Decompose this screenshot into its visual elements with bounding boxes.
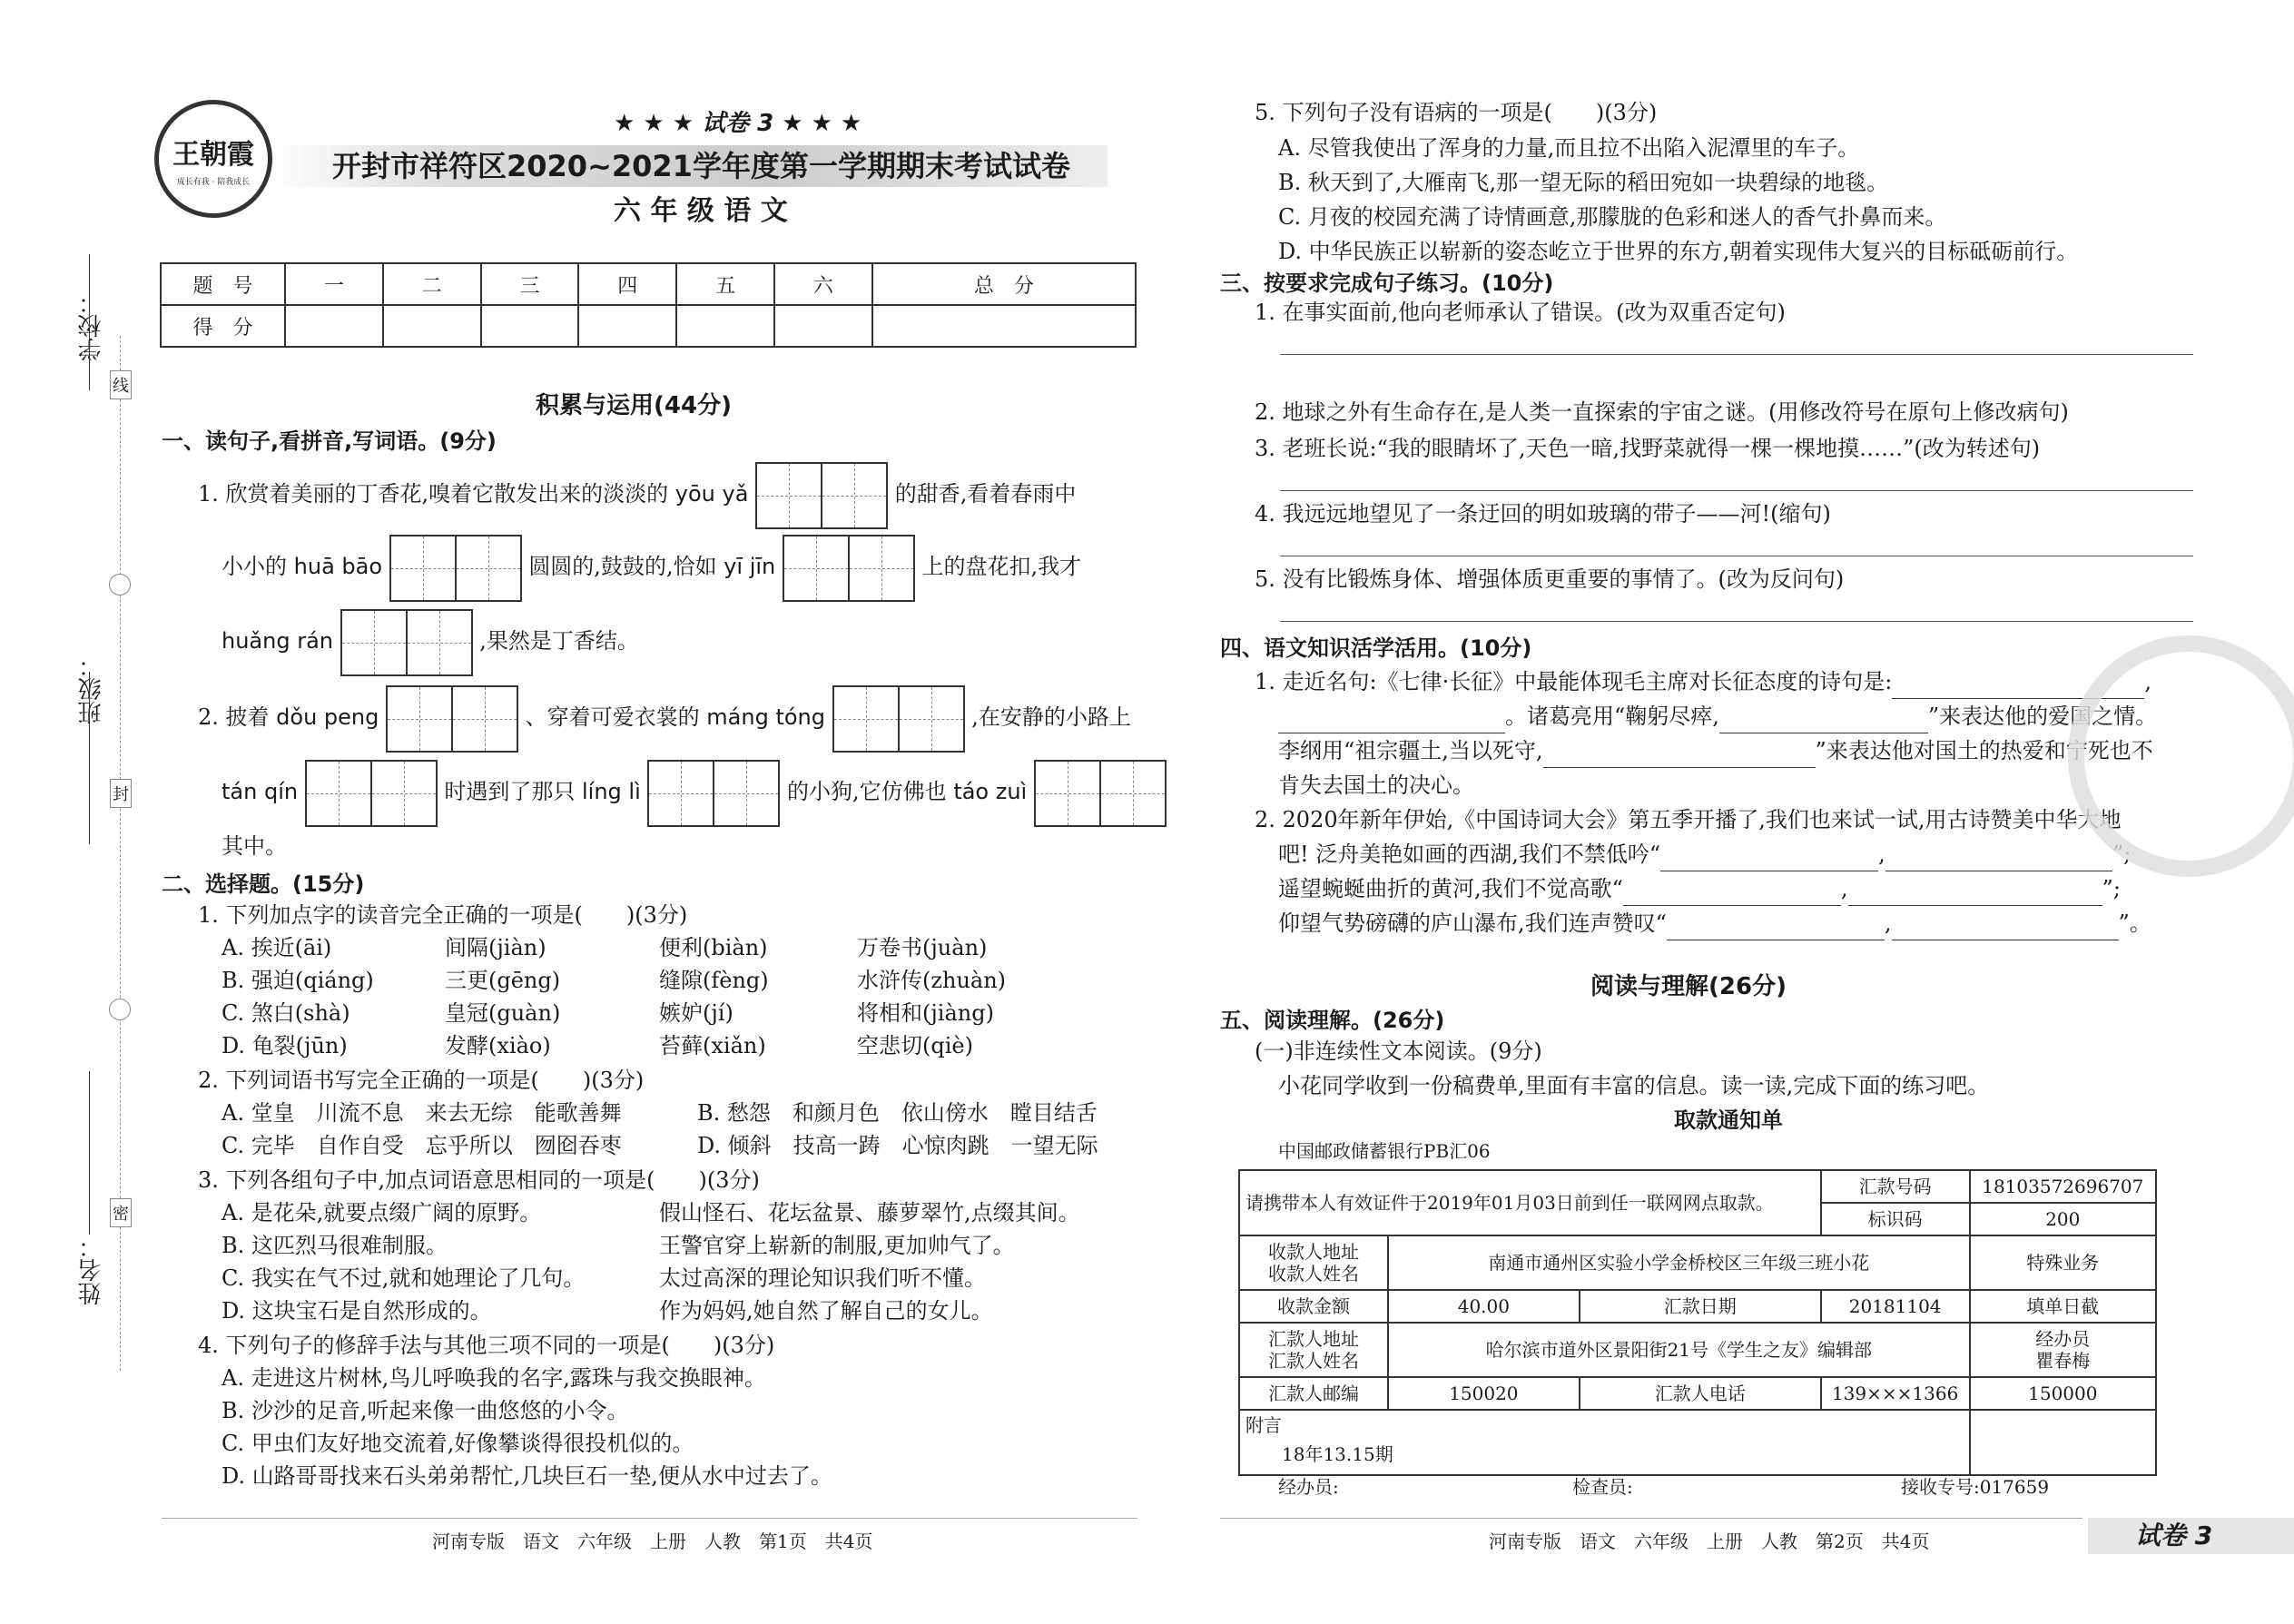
option-row[interactable] — [222, 964, 1006, 997]
s5-intro: 小花同学收到一份稿费单,里面有丰富的信息。读一读,完成下面的练习吧。 — [1278, 1073, 1990, 1098]
char-grid[interactable] — [386, 685, 518, 753]
char-grid[interactable] — [340, 609, 473, 676]
score-cell: 四 — [578, 263, 676, 305]
page-tab-label: 试卷 3 — [2135, 1521, 2213, 1550]
s4-text: 吧! 泛舟美艳如画的西湖,我们不禁低吟“ — [1278, 842, 1661, 867]
option-row[interactable] — [222, 1262, 1080, 1294]
score-cell: 题 号 — [161, 263, 285, 305]
score-cell: 一 — [285, 263, 383, 305]
option-row[interactable]: B. 沙沙的足音,听起来像一曲悠悠的小令。 — [222, 1398, 629, 1423]
exam-badge: ★ ★ ★ 试卷 3 ★ ★ ★ — [614, 110, 862, 137]
receipt-notice: 请携带本人有效证件于2019年01月03日前到任一联网网点取款。 — [1239, 1170, 1821, 1235]
s4-text: ”来表达他对国土的热爱和宁死也不 — [1815, 738, 2153, 763]
option-cell: D. 倾斜 技高一踌 心惊肉跳 一望无际 — [697, 1133, 1098, 1158]
receipt-cell: 20181104 — [1821, 1290, 1970, 1323]
option-cell: 太过高深的理论知识我们听不懂。 — [659, 1265, 986, 1291]
class-line — [89, 672, 90, 844]
choice4-question: 4. 下列句子的修辞手法与其他三项不同的一项是( )(3分) — [198, 1333, 775, 1358]
option-row[interactable] — [222, 997, 1006, 1029]
s4-text: 仰望气势磅礴的庐山瀑布,我们连声赞叹“ — [1278, 910, 1667, 936]
option-cell: 将相和(jiàng) — [857, 1000, 994, 1026]
char-grid[interactable] — [1034, 760, 1167, 827]
s3-q3: 3. 老班长说:“我的眼睛坏了,天色一暗,找野菜就得一棵一棵地摸……”(改为转述句) — [1255, 436, 2041, 461]
receipt-cell: 收款人地址 收款人姓名 — [1239, 1235, 1388, 1290]
s3-q2: 2. 地球之外有生命存在,是人类一直探索的宇宙之谜。(用修改符号在原句上修改病句) — [1255, 399, 2069, 425]
pinyin-yijin: yī jīn — [724, 554, 776, 579]
s4-text: 李纲用“祖宗疆土,当以死守, — [1278, 738, 1543, 763]
option-row[interactable]: D. 山路哥哥找来石头弟弟帮忙,几块巨石一垫,便从水中过去了。 — [222, 1463, 832, 1489]
receipt-cell: 哈尔滨市道外区景阳街21号《学生之友》编辑部 — [1388, 1323, 1970, 1377]
option-cell: C. 完毕 自作自受 忘乎所以 囫囵吞枣 — [222, 1133, 622, 1158]
answer-line[interactable] — [1280, 354, 2193, 355]
note-label: 附言 — [1245, 1414, 1282, 1436]
section1-title: 一、读句子,看拼音,写词语。(9分) — [162, 428, 497, 454]
option-cell: A. 是花朵,就要点缀广阔的原野。 — [222, 1200, 542, 1225]
option-cell: 发酵(xiào) — [445, 1033, 551, 1058]
part1-title: 积累与运用(44分) — [536, 392, 732, 419]
char-grid[interactable] — [305, 760, 438, 827]
seal-mark-3: 密 — [110, 1198, 132, 1227]
pinyin-huangran: huǎng rán — [222, 628, 333, 654]
q1-text-f: ,果然是丁香结。 — [479, 628, 639, 654]
option-cell: 假山怪石、花坛盆景、藤萝翠竹,点缀其间。 — [659, 1200, 1080, 1225]
school-line — [89, 254, 90, 390]
receipt-cell: 汇款日期 — [1580, 1290, 1821, 1323]
option-row[interactable]: A. 走进这片树林,鸟儿呼唤我的名字,露珠与我交换眼神。 — [222, 1365, 766, 1391]
watermark-seal — [2068, 635, 2294, 877]
choice2-options — [222, 1097, 1098, 1162]
score-table — [160, 262, 1137, 348]
receipt-cell: 填单日截 — [1970, 1290, 2156, 1323]
q1-text-d: 圆圆的,鼓鼓的,恰如 — [528, 554, 717, 579]
choice5-question: 5. 下列句子没有语病的一项是( )(3分) — [1255, 100, 1658, 125]
s3-q4: 4. 我远远地望见了一条迂回的明如玻璃的带子——河!(缩句) — [1255, 501, 1831, 527]
s4-text: 1. 走近名句:《七律·长征》中最能体现毛主席对长征态度的诗句是: — [1255, 669, 1893, 694]
receipt-cell: 汇款人邮编 — [1239, 1377, 1388, 1410]
name-label: 姓名： — [78, 1235, 105, 1305]
q1-text-a: 1. 欣赏着美丽的丁香花,嗅着它散发出来的淡淡的 — [198, 481, 669, 507]
receipt-table — [1238, 1169, 2157, 1476]
s4-text: 遥望蜿蜒曲折的黄河,我们不觉高歌“ — [1278, 876, 1623, 901]
s4-q2-line3: 遥望蜿蜒曲折的黄河,我们不觉高歌“ , ”; — [1278, 871, 2121, 906]
char-grid[interactable] — [389, 535, 522, 602]
answer-line[interactable] — [1280, 621, 2193, 622]
option-row[interactable] — [222, 1294, 1080, 1327]
score-header-row — [161, 263, 1136, 305]
footer-right: 河南专版 语文 六年级 上册 人教 第2页 共4页 — [1489, 1530, 1930, 1552]
option-cell: B. 愁怨 和颜月色 依山傍水 瞠目结舌 — [697, 1100, 1098, 1126]
logo-small: 成长有我 · 陪我成长 — [176, 177, 251, 187]
option-cell: 水浒传(zhuàn) — [857, 968, 1007, 993]
option-row[interactable] — [222, 931, 1006, 964]
exam-subtitle: 六 年 级 语 文 — [614, 195, 788, 227]
score-cell: 五 — [676, 263, 774, 305]
q2-text-c: ,在安静的小路上 — [971, 704, 1131, 730]
q2-line3: 其中。 — [222, 833, 287, 859]
receipt-cell: 汇款号码 — [1821, 1170, 1970, 1203]
receipt-row — [1239, 1235, 2156, 1290]
choice3-question: 3. 下列各组句子中,加点词语意思相同的一项是( )(3分) — [198, 1167, 760, 1193]
option-cell: 缝隙(fèng) — [659, 968, 769, 993]
choice2-question: 2. 下列词语书写完全正确的一项是( )(3分) — [198, 1068, 645, 1093]
sign-checker: 检查员: — [1572, 1476, 1633, 1498]
option-cell: 苔藓(xiǎn) — [659, 1033, 766, 1058]
option-cell: A. 堂皇 川流不息 来去无综 能歌善舞 — [222, 1100, 622, 1126]
score-cell: 得 分 — [161, 305, 285, 347]
option-row[interactable] — [222, 1097, 1098, 1129]
receipt-cell: 特殊业务 — [1970, 1235, 2156, 1290]
receipt-cell: 标识码 — [1821, 1203, 1970, 1235]
pinyin-youya: yōu yǎ — [674, 481, 749, 507]
option-row[interactable]: B. 秋天到了,大雁南飞,那一望无际的稻田宛如一块碧绿的地毯。 — [1278, 170, 1889, 195]
score-input[interactable] — [676, 305, 774, 347]
s5-sub1: (一)非连续性文本阅读。(9分) — [1255, 1038, 1542, 1064]
seal-mark-2: 封 — [110, 779, 132, 808]
sign-receiver: 接收专号:017659 — [1901, 1476, 2050, 1498]
choice4-options — [222, 1362, 832, 1492]
section5-title: 五、阅读理解。(26分) — [1220, 1008, 1445, 1033]
pinyin-taozui: táo zuì — [953, 779, 1028, 804]
pinyin-tanqin: tán qín — [222, 779, 299, 804]
school-label: 学校： — [78, 290, 105, 361]
option-row[interactable]: A. 尽管我使出了浑身的力量,而且拉不出陷入泥潭里的车子。 — [1278, 135, 1860, 161]
clerk-label: 经办员 — [2035, 1328, 2091, 1350]
option-cell: D. 龟裂(jūn) — [222, 1033, 348, 1058]
option-cell: C. 我实在气不过,就和她理论了几句。 — [222, 1265, 586, 1291]
q1-line1 — [198, 461, 1076, 529]
score-cell: 总 分 — [872, 263, 1136, 305]
section4-title: 四、语文知识活学活用。(10分) — [1220, 635, 1532, 661]
score-input[interactable] — [578, 305, 676, 347]
s4-q2-line2: 吧! 泛舟美艳如画的西湖,我们不禁低吟“ , ”; — [1278, 837, 2131, 871]
part2-title: 阅读与理解(26分) — [1590, 973, 1787, 1000]
receipt-cell: 18103572696707 — [1970, 1170, 2156, 1203]
option-row[interactable]: C. 甲虫们友好地交流着,好像攀谈得很投机似的。 — [222, 1431, 694, 1456]
q2-text-a: 2. 披着 — [198, 704, 270, 730]
footer-left: 河南专版 语文 六年级 上册 人教 第1页 共4页 — [432, 1530, 873, 1552]
answer-line[interactable] — [1280, 490, 2193, 491]
option-cell: B. 这匹烈马很难制服。 — [222, 1233, 448, 1258]
option-cell: D. 这块宝石是自然形成的。 — [222, 1298, 492, 1324]
receipt-cell: 南通市通州区实验小学金桥校区三年级三班小花 — [1388, 1235, 1970, 1290]
option-cell: 作为妈妈,她自然了解自己的女儿。 — [659, 1298, 993, 1324]
score-cell: 三 — [481, 263, 579, 305]
bank-name: 中国邮政储蓄银行PB汇06 — [1278, 1140, 1491, 1162]
side-binding — [54, 254, 127, 1371]
receipt-cell: 200 — [1970, 1203, 2156, 1235]
footer-rule-right — [1220, 1518, 2082, 1519]
option-row[interactable] — [222, 1129, 1098, 1162]
receipt-cell — [1970, 1410, 2156, 1475]
q2-text-d: 时遇到了那只 — [444, 779, 576, 804]
note-value: 18年13.15期 — [1282, 1443, 1393, 1465]
s3-q1: 1. 在事实面前,他向老师承认了错误。(改为双重否定句) — [1255, 300, 1786, 325]
receipt-row — [1239, 1290, 2156, 1323]
s4-q2-line1: 2. 2020年新年伊始,《中国诗词大会》第五季开播了,我们也来试一试,用古诗赞美中华大地 — [1255, 807, 2122, 832]
name-line — [89, 1071, 90, 1235]
q2-line1 — [198, 684, 1131, 753]
brand-logo — [154, 100, 272, 218]
option-cell: 嫉妒(jí) — [659, 1000, 733, 1026]
receipt-cell: 汇款人地址 汇款人姓名 — [1239, 1323, 1388, 1377]
option-cell: 三更(gēng) — [445, 968, 561, 993]
s4-text: ”来表达他的爱国之情。 — [1927, 704, 2158, 729]
char-grid[interactable] — [832, 685, 965, 753]
option-cell: A. 挨近(āi) — [222, 935, 332, 960]
score-input[interactable] — [383, 305, 481, 347]
s4-q2-line4: 仰望气势磅礴的庐山瀑布,我们连声赞叹“ , ”。 — [1278, 906, 2151, 940]
option-cell: 皇冠(guàn) — [445, 1000, 561, 1026]
s4-q1-line3 — [1278, 733, 2153, 768]
option-row[interactable] — [222, 1196, 1080, 1229]
sign-clerk: 经办员: — [1278, 1476, 1339, 1498]
char-grid[interactable] — [647, 760, 780, 827]
logo-text: 王朝霞 — [172, 138, 254, 171]
seal-circle-1 — [109, 574, 131, 595]
footer-rule-left — [162, 1518, 1137, 1519]
q1-text-c: 小小的 — [222, 554, 287, 579]
choice5-options — [1278, 131, 2078, 269]
q2-text-b: 、穿着可爱衣裳的 — [525, 704, 700, 730]
seal-circle-2 — [109, 999, 131, 1020]
option-row[interactable] — [222, 1229, 1080, 1262]
option-row[interactable]: C. 月夜的校园充满了诗情画意,那朦胧的色彩和迷人的香气扑鼻而来。 — [1278, 204, 1947, 230]
receipt-row — [1239, 1410, 2156, 1475]
pinyin-huabao: huā bāo — [293, 554, 383, 579]
s4-q1-line4: 肯失去国土的决心。 — [1278, 773, 1474, 798]
s4-q1-line1: 1. 走近名句:《七律·长征》中最能体现毛主席对长征态度的诗句是: , — [1255, 664, 2151, 699]
section2-title: 二、选择题。(15分) — [162, 871, 365, 897]
receipt-note — [1239, 1410, 1970, 1475]
choice1-options — [222, 931, 1006, 1062]
receipt-cell: 139×××1366 — [1821, 1377, 1970, 1410]
receipt-cell: 150000 — [1970, 1377, 2156, 1410]
choice1-question: 1. 下列加点字的读音完全正确的一项是( )(3分) — [198, 902, 688, 928]
score-input[interactable] — [872, 305, 1136, 347]
receipt-cell: 40.00 — [1388, 1290, 1580, 1323]
q1-line2 — [222, 534, 1081, 602]
pinyin-mangtong: máng tóng — [706, 704, 825, 730]
section3-title: 三、按要求完成句子练习。(10分) — [1220, 271, 1554, 296]
class-label: 班级： — [78, 654, 105, 724]
q2-line2 — [222, 759, 1167, 827]
char-grid[interactable] — [783, 535, 915, 602]
option-cell: B. 强迫(qiáng) — [222, 968, 374, 993]
score-input[interactable] — [285, 305, 383, 347]
q1-line3 — [222, 608, 639, 676]
score-cell: 二 — [383, 263, 481, 305]
exam-title: 开封市祥符区2020~2021学年度第一学期期末考试试卷 — [332, 149, 1070, 183]
option-cell: 万卷书(juàn) — [857, 935, 988, 960]
receipt-row — [1239, 1170, 2156, 1203]
option-cell: 便利(biàn) — [659, 935, 768, 960]
score-input[interactable] — [774, 305, 872, 347]
char-grid[interactable] — [755, 462, 888, 529]
receipt-cell: 收款金额 — [1239, 1290, 1388, 1323]
clerk-name: 瞿春梅 — [2035, 1350, 2091, 1372]
pinyin-lingli: líng lì — [582, 779, 641, 804]
q1-text-b: 的甜香,看着春雨中 — [894, 481, 1077, 507]
score-input[interactable] — [481, 305, 579, 347]
q1-text-e: 上的盘花扣,我才 — [921, 554, 1082, 579]
option-row[interactable]: D. 中华民族正以崭新的姿态屹立于世界的东方,朝着实现伟大复兴的目标砥砺前行。 — [1278, 239, 2079, 264]
receipt-row — [1239, 1323, 2156, 1377]
option-row[interactable] — [222, 1029, 1006, 1062]
s4-q1-line2 — [1278, 699, 2157, 733]
s3-q5: 5. 没有比锻炼身体、增强体质更重要的事情了。(改为反问句) — [1255, 566, 1845, 592]
option-cell: C. 煞白(shà) — [222, 1000, 350, 1026]
receipt-cell — [1970, 1323, 2156, 1377]
score-cell: 六 — [774, 263, 872, 305]
seal-mark-1: 线 — [110, 370, 132, 399]
option-cell: 间隔(jiàn) — [445, 935, 546, 960]
option-cell: 王警官穿上崭新的制服,更加帅气了。 — [659, 1233, 1015, 1258]
receipt-title: 取款通知单 — [1674, 1107, 1783, 1133]
choice3-options — [222, 1196, 1080, 1327]
receipt-cell: 汇款人电话 — [1580, 1377, 1821, 1410]
q2-text-e: 的小狗,它仿佛也 — [787, 779, 947, 804]
s4-text: 。诸葛亮用“鞠躬尽瘁, — [1505, 704, 1719, 729]
score-value-row — [161, 305, 1136, 347]
pinyin-doupeng: dǒu peng — [276, 704, 379, 730]
receipt-cell: 150020 — [1388, 1377, 1580, 1410]
answer-blank[interactable] — [1543, 767, 1816, 768]
receipt-row — [1239, 1377, 2156, 1410]
option-cell: 空悲切(qiè) — [857, 1033, 973, 1058]
